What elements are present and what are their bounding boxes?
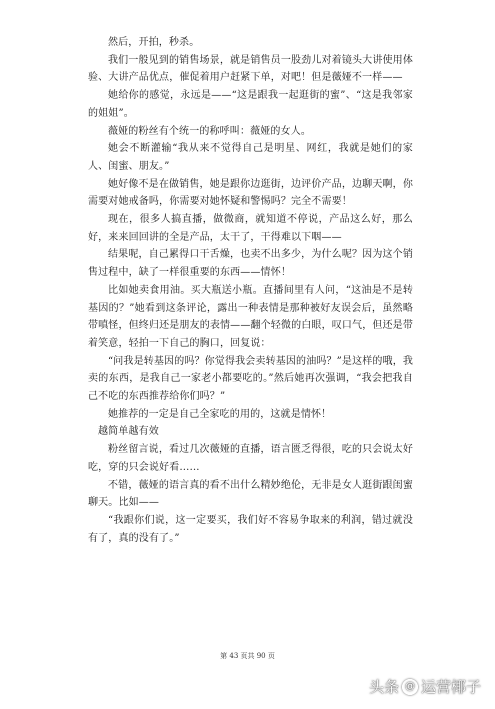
page-number-footer: 第 43 页共 90 页 <box>220 652 275 660</box>
paragraph: 比如她卖食用油。买大瓶送小瓶。直播间里有人问，“这油是不是转基因的？”她看到这条评论，露出一种表情是那种被好友误会后，虽然略带嗔怪，但终归还是朋友的表情——翻个轻微的白眼，叹口气，但还是带着笑意，轻拍一下自己的胸口，回复说： <box>88 284 413 349</box>
watermark <box>369 676 481 697</box>
paragraph: 粉丝留言说，看过几次薇娅的直播，语言匮乏得很，吃的只会说太好吃，穿的只会说好看…… <box>88 444 413 473</box>
at-icon: @ <box>402 679 418 695</box>
document-body <box>88 34 413 547</box>
paragraph: 她给你的感觉，永远是——“这是跟我一起逛街的蜜”、“这是我邻家的姐姐”。 <box>88 90 413 119</box>
watermark-prefix: 头条 <box>368 678 399 696</box>
quote-paragraph: “问我是转基因的吗？你觉得我会卖转基因的油吗？”是这样的哦，我卖的东西，是我自己一家老小都要吃的。”然后她再次强调，“我会把我自己不吃的东西推荐给你们吗？” <box>88 355 413 403</box>
paragraph: 然后，开拍，秒杀。 <box>108 37 200 48</box>
paragraph: 现在，很多人搞直播，做微商，就知道不停说，产品这么好，那么好，来来回回讲的全是产品，太干了，干得难以下咽—— <box>88 214 413 243</box>
paragraph: 她推荐的一定是自己全家吃的用的，这就是情怀！ <box>108 408 332 420</box>
paragraph: 结果呢，自己累得口干舌燥，也卖不出多少，为什么呢？因为这个销售过程中，缺了一样很重要的东西——情怀！ <box>88 249 413 279</box>
paragraph: 她会不断灌输“我从来不觉得自己是明星、网红，我就是她们的家人、闺蜜、朋友。” <box>88 143 413 172</box>
paragraph: 薇娅的粉丝有个统一的称呼叫：薇娅的女人。 <box>108 125 311 137</box>
paragraph: 我们一般见到的销售场景，就是销售员一股劲儿对着镜头大讲使用体验、大讲产品优点，催促着用户赶紧下单，对吧！但是薇娅不一样—— <box>88 54 413 84</box>
paragraph: 不错，薇娅的语言真的看不出什么精妙绝伦，无非是女人逛街跟闺蜜聊天。比如—— <box>88 479 413 509</box>
quote-paragraph: “我跟你们说，这一定要买，我们好不容易争取来的利润，错过就没有了，真的没有了。” <box>88 514 413 544</box>
paragraph: 她好像不是在做销售，她是跟你边逛街，边评价产品，边聊天啊，你需要对她戒备吗，你需要对她怀疑和警惕吗？完全不需要！ <box>88 178 413 208</box>
watermark-handle: 运营椰子 <box>420 678 481 696</box>
section-heading: 越简单越有效 <box>98 426 159 438</box>
